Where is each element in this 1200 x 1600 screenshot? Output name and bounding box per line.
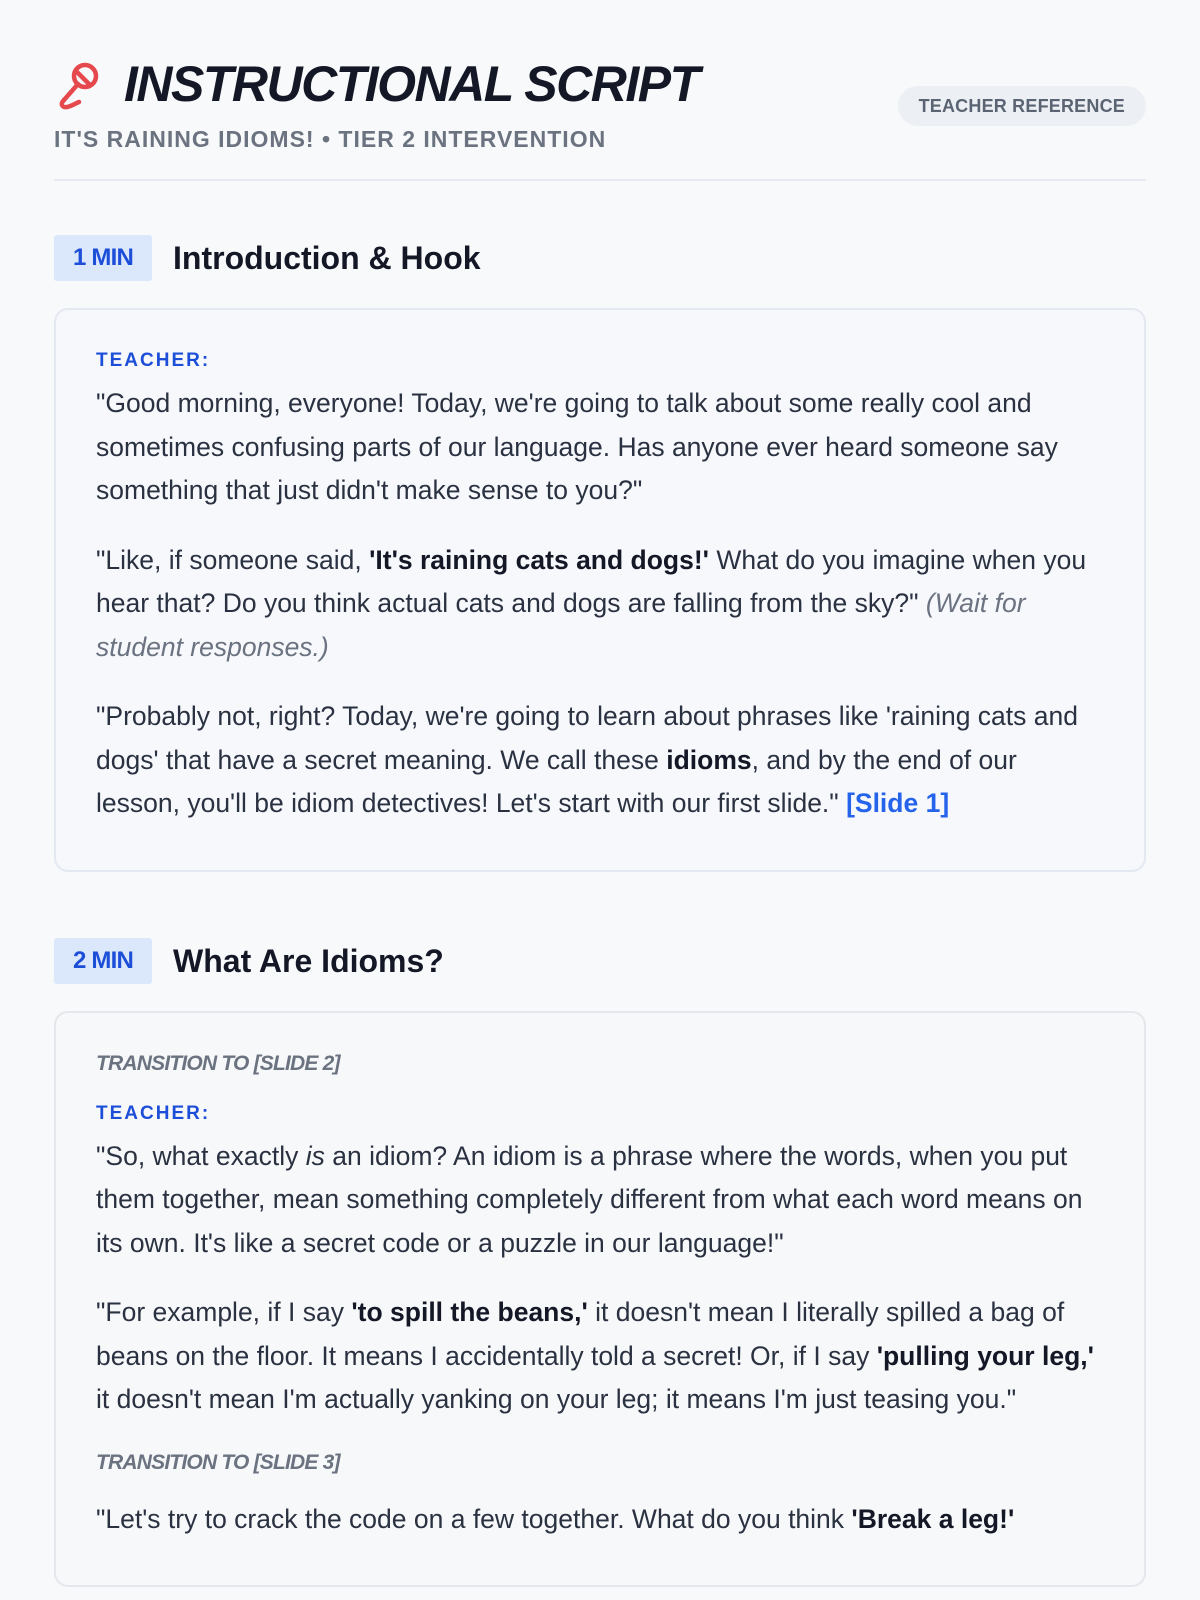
page-title: INSTRUCTIONAL SCRIPT (124, 56, 699, 112)
transition-note: TRANSITION TO [SLIDE 2] (96, 1051, 340, 1075)
emphasis-text: is (305, 1140, 325, 1171)
script-paragraph (96, 1291, 1104, 1422)
section-introduction (54, 235, 1146, 872)
paragraph-text: "Good morning, everyone! Today, we're going to talk about some really cool and sometimes confusing parts of our language. Has anyone ever heard someone say something that just didn't make sense to you?" (96, 388, 1058, 505)
paragraph-text: "Probably not, right? Today, we're going to learn about phrases like 'raining cats and dogs' that have a secret meaning. We call these (96, 701, 1078, 775)
section-title: What Are Idioms? (173, 942, 444, 979)
paragraph-text: "So, what exactly (96, 1140, 306, 1171)
idiom-example: 'It's raining cats and dogs!' (369, 544, 709, 575)
script-paragraph (96, 1135, 1104, 1266)
paragraph-text: an idiom? An idiom is a phrase where the words, when you put them together, mean something completely different from what each word means on its own. It's like a secret code or a puzzle in our language!" (96, 1140, 1083, 1258)
paragraph-text: it doesn't mean I'm actually yanking on your leg; it means I'm just teasing you." (96, 1384, 1017, 1414)
section-what-are-idioms (54, 938, 1146, 1588)
script-card (54, 308, 1146, 872)
stage-direction: (Wait for student responses.) (96, 588, 1026, 662)
script-paragraph (96, 539, 1104, 670)
script-paragraph (96, 1498, 1104, 1542)
microphone-icon (54, 58, 104, 110)
transition-note: TRANSITION TO [SLIDE 3] (96, 1450, 340, 1474)
time-badge: 1 MIN (54, 235, 152, 281)
paragraph-text: "Like, if someone said, (96, 544, 370, 575)
key-term: idioms (666, 744, 752, 775)
idiom-example: 'pulling your leg,' (876, 1340, 1094, 1371)
script-card (54, 1011, 1146, 1588)
section-header (54, 235, 1146, 281)
idiom-example: 'Break a leg!' (851, 1503, 1015, 1534)
page-header (54, 56, 1146, 181)
teacher-reference-badge: TEACHER REFERENCE (898, 86, 1146, 126)
script-paragraph (96, 382, 1104, 513)
paragraph-text: "Let's try to crack the code on a few together. What do you think (96, 1503, 852, 1534)
time-badge: 2 MIN (54, 938, 152, 984)
slide-reference: [Slide 1] (846, 788, 950, 818)
speaker-label: TEACHER: (96, 350, 211, 371)
idiom-example: 'to spill the beans,' (351, 1297, 588, 1327)
speaker-label: TEACHER: (96, 1102, 211, 1124)
section-header (54, 938, 1146, 984)
paragraph-text: it doesn't mean I literally spilled a bag of beans on the floor. It means I accidentally told a secret! Or, if I say (96, 1297, 1065, 1371)
paragraph-text: What do you imagine when you hear that? Do you think actual cats and dogs are falling from the sky?" (96, 544, 1087, 618)
paragraph-text: , and by the end of our lesson, you'll be idiom detectives! Let's start with our first slide." (96, 744, 1017, 818)
section-title: Introduction & Hook (173, 240, 481, 276)
script-paragraph (96, 695, 1104, 826)
page-subtitle: IT'S RAINING IDIOMS! • TIER 2 INTERVENTION (54, 126, 607, 152)
paragraph-text: "For example, if I say (96, 1297, 352, 1327)
